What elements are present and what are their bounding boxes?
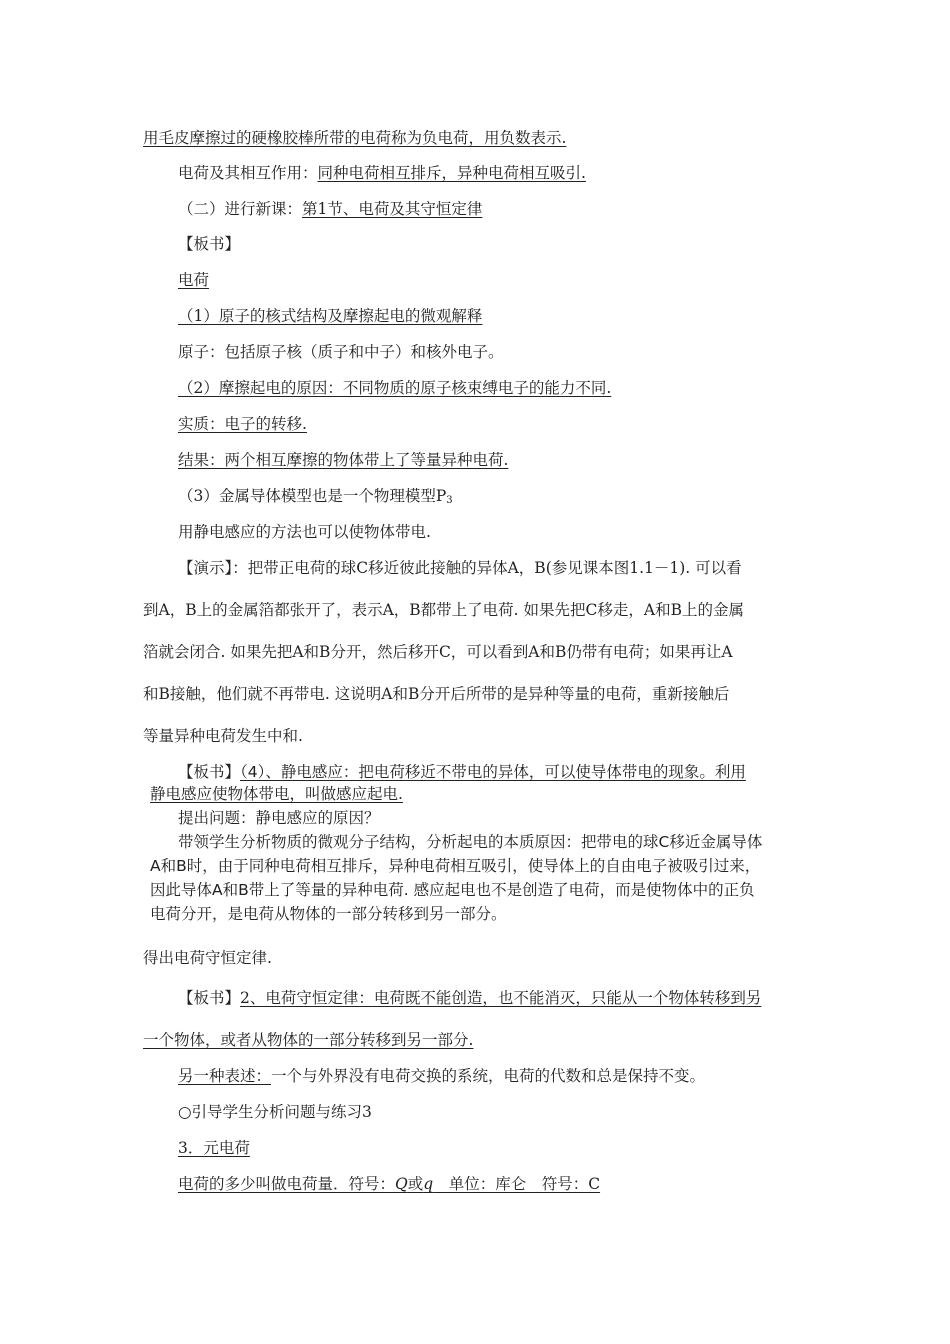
symbol-Q: Q <box>395 1175 408 1193</box>
induction-definition: （4）、静电感应：把电荷移近不带电的异体，可以使导体带电的现象。利用 <box>240 763 746 781</box>
or-text: 或 <box>407 1175 424 1193</box>
paragraph-induction-method: 用静电感应的方法也可以使物体带电. <box>178 523 431 541</box>
paragraph-exercise-guide: ○引导学生分析问题与练习3 <box>178 1103 372 1121</box>
board-conservation-law <box>178 988 761 1008</box>
heading-elementary-charge: 3．元电荷 <box>178 1139 250 1157</box>
analysis-line-4: 电荷分开，是电荷从物体的一部分转移到另一部分。 <box>150 905 507 923</box>
heading-charge: 电荷 <box>178 271 210 289</box>
alt-label: 另一种表述： <box>178 1067 272 1085</box>
unit-text: 单位：库仑 符号：C <box>433 1175 601 1193</box>
board-label: 【板书】 <box>178 763 241 781</box>
alt-text: 一个与外界没有电荷交换的系统，电荷的代数和总是保持不变。 <box>271 1067 706 1085</box>
board-label: 【板书】 <box>178 235 241 253</box>
page-subscript: 3 <box>446 495 453 506</box>
underlined-text: 同种电荷相互排斥，异种电荷相互吸引. <box>317 164 586 182</box>
demo-line-3: 箔就会闭合. 如果先把A和B分开，然后移开C，可以看到A和B仍带有电荷；如果再让A <box>143 643 733 661</box>
label-text: （二）进行新课： <box>178 200 303 218</box>
analysis-line-2: A和B时，由于同种电荷相互排斥，异种电荷相互吸引，使导体上的自由电子被吸引过来， <box>150 857 761 875</box>
demo-line-1: 【演示】：把带正电荷的球C移近彼此接触的异体A，B(参见课本图1.1－1). 可以看 <box>178 559 742 577</box>
item-friction-cause: （2）摩擦起电的原因：不同物质的原子核束缚电子的能力不同. <box>178 379 612 397</box>
quantity-text: 电荷的多少叫做电荷量．符号： <box>178 1175 396 1193</box>
paragraph-negative-charge: 用毛皮摩擦过的硬橡胶棒所带的电荷称为负电荷，用负数表示. <box>143 129 567 147</box>
paragraph-result: 结果：两个相互摩擦的物体带上了等量异种电荷. <box>178 451 509 469</box>
paragraph-essence: 实质：电子的转移. <box>178 415 307 433</box>
conservation-law-text: 2、电荷守恒定律：电荷既不能创造，也不能消灭，只能从一个物体转移到另 <box>240 989 762 1007</box>
induction-definition-cont: 静电感应使物体带电，叫做感应起电. <box>150 785 403 803</box>
symbol-q: q <box>423 1175 434 1193</box>
demo-line-2: 到A，B上的金属箔都张开了，表示A，B都带上了电荷. 如果先把C移走，A和B上的金属 <box>143 601 744 619</box>
paragraph-atom: 原子：包括原子核（质子和中子）和核外电子。 <box>178 343 504 361</box>
item-metal-model <box>178 486 453 511</box>
section-heading-new-lesson <box>178 199 482 219</box>
paragraph-charge-interaction <box>178 163 586 183</box>
analysis-line-1: 带领学生分析物质的微观分子结构，分析起电的本质原因：把带电的球C移近金属导体 <box>178 833 763 851</box>
paragraph-alternative-statement <box>178 1066 705 1086</box>
model-text: （3）金属导体模型也是一个物理模型P <box>178 487 447 505</box>
analysis-line-3: 因此导体A和B带上了等量的异种电荷. 感应起电也不是创造了电荷，而是使物体中的正负 <box>150 881 755 899</box>
paragraph-conservation-intro: 得出电荷守恒定律. <box>143 949 272 967</box>
lesson-title: 第1节、电荷及其守恒定律 <box>302 200 483 218</box>
demo-line-4: 和B接触，他们就不再带电. 这说明A和B分开后所带的是异种等量的电荷，重新接触后 <box>143 685 730 703</box>
demo-line-5: 等量异种电荷发生中和. <box>143 727 303 745</box>
board-electrostatic-induction <box>178 762 746 782</box>
question-induction-cause: 提出问题：静电感应的原因？ <box>178 809 380 827</box>
board-label: 【板书】 <box>178 989 241 1007</box>
conservation-law-cont: 一个物体，或者从物体的一部分转移到另一部分. <box>143 1031 474 1049</box>
label-text: 电荷及其相互作用： <box>178 164 318 182</box>
item-atomic-structure: （1）原子的核式结构及摩擦起电的微观解释 <box>178 307 483 325</box>
paragraph-charge-quantity <box>178 1174 600 1194</box>
